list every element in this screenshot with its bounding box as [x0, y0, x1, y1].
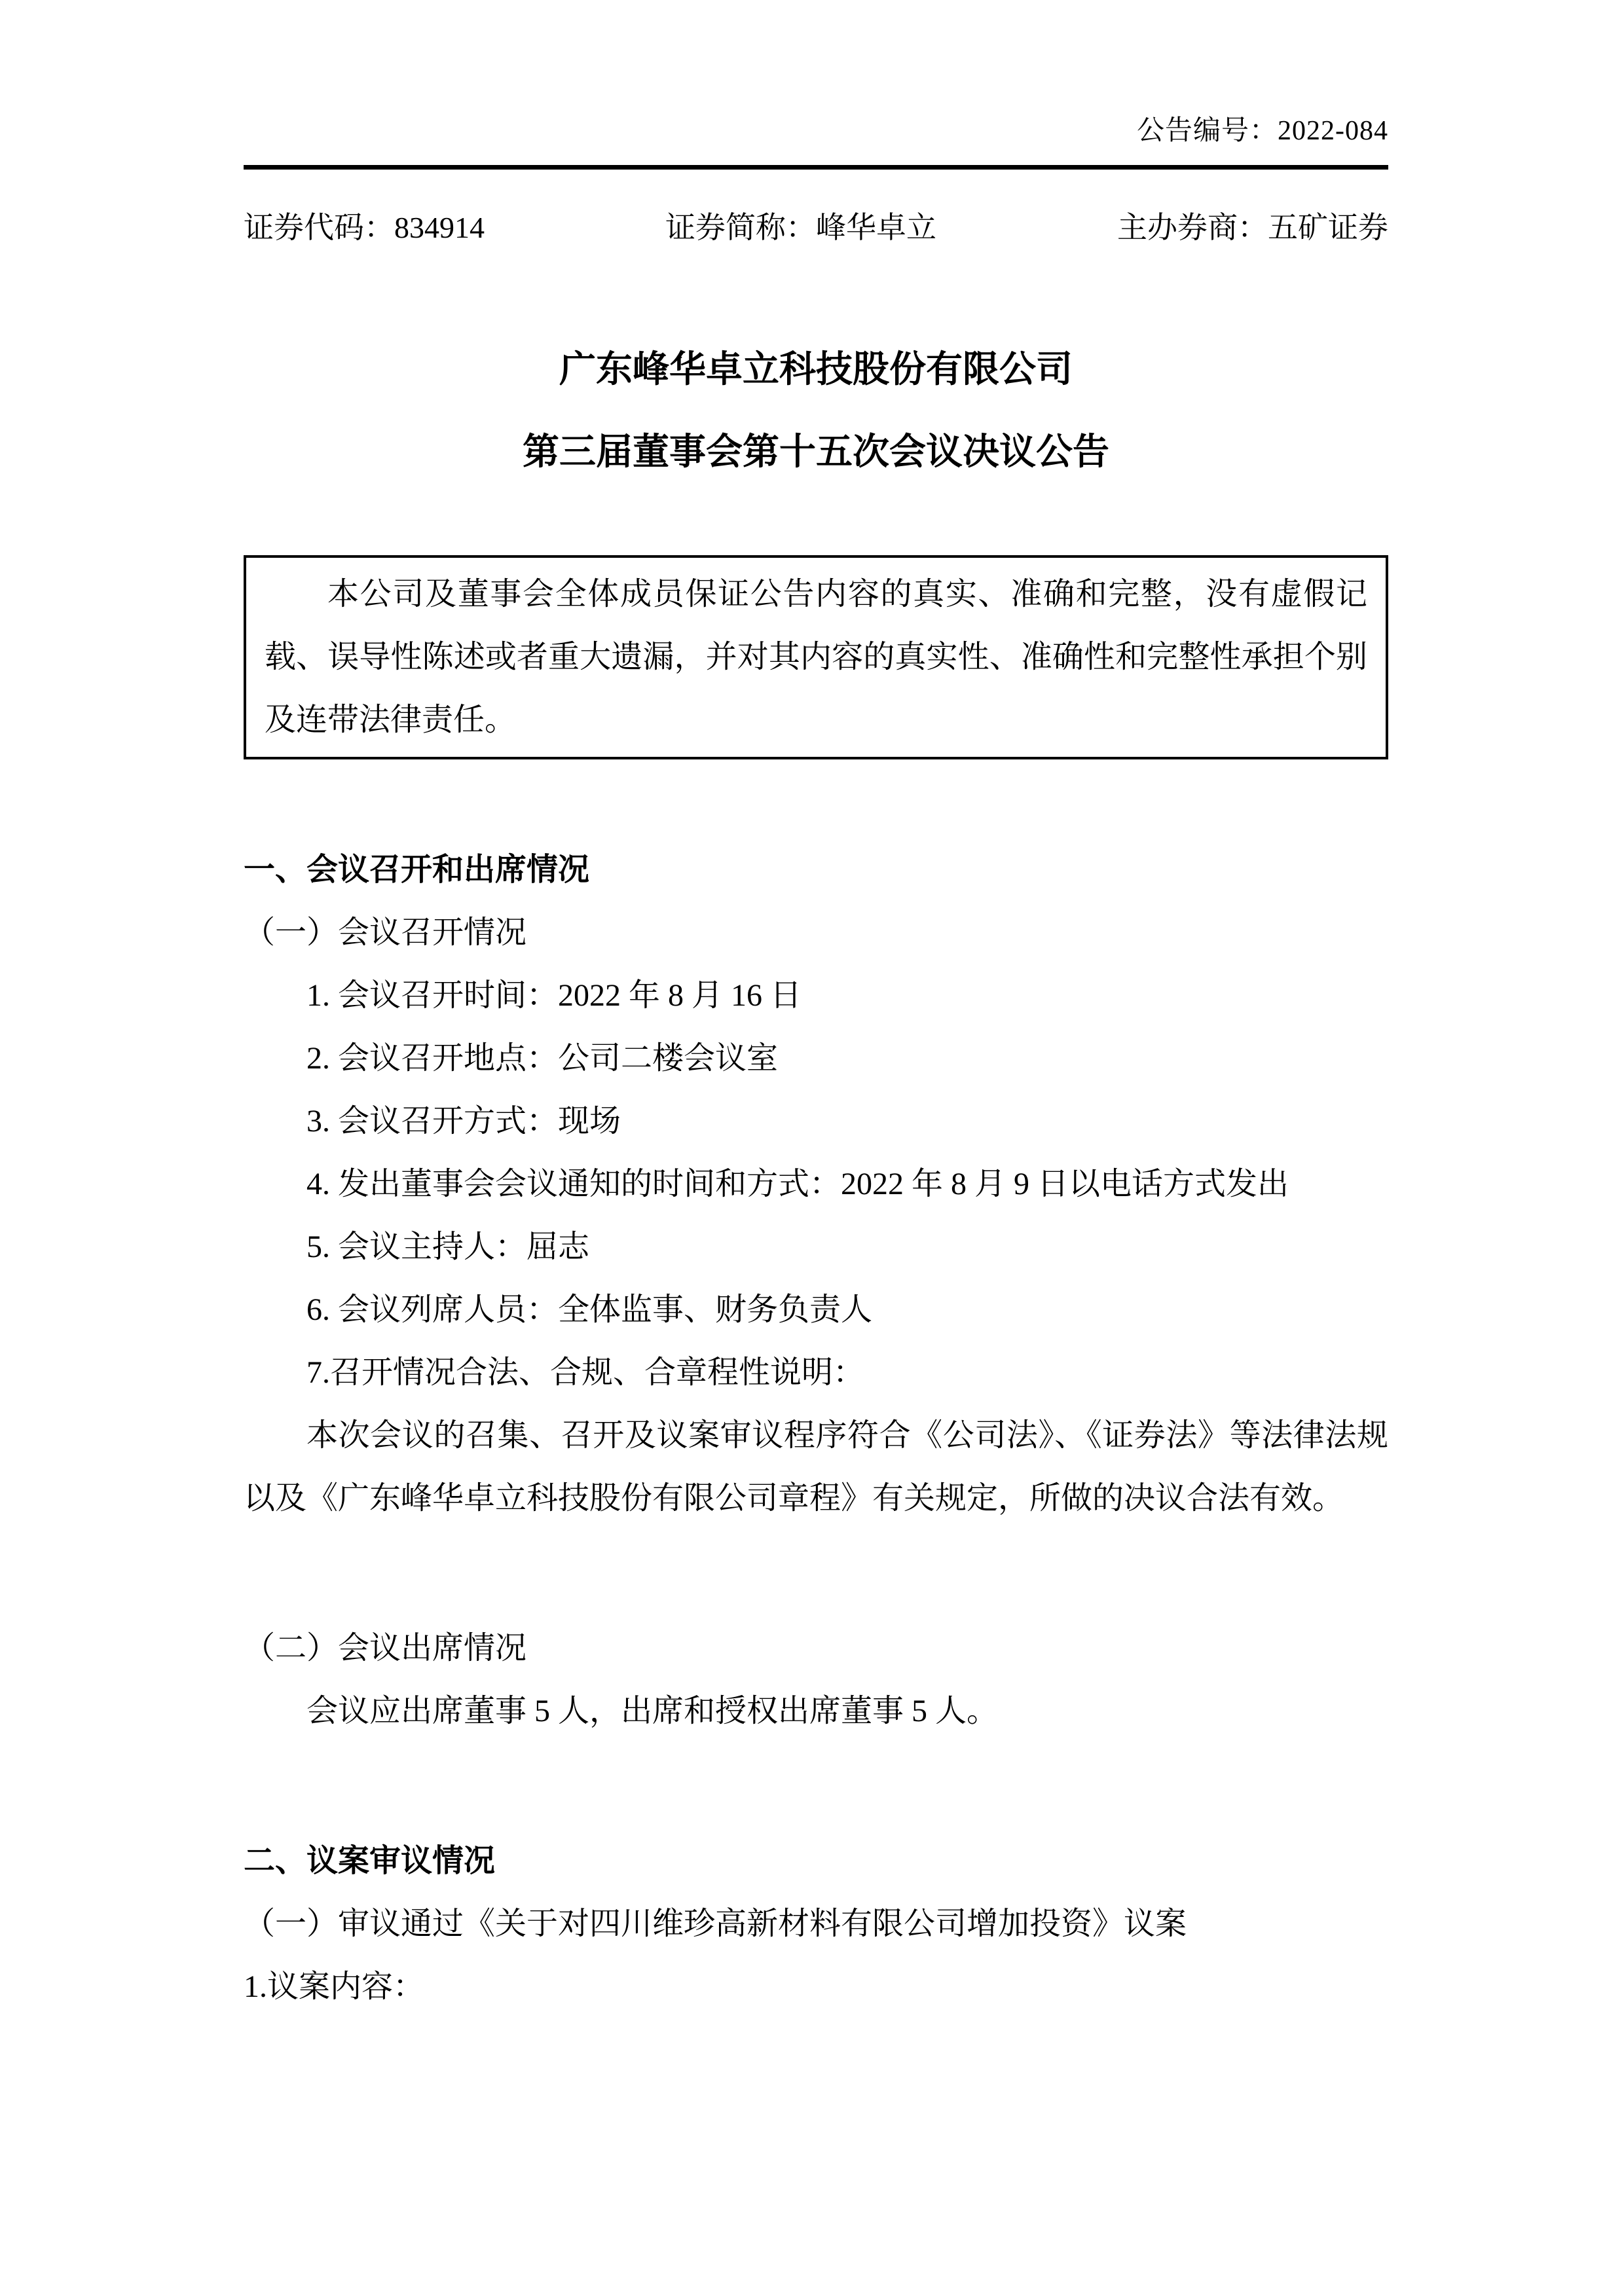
header-rule: [244, 165, 1388, 170]
section-2-heading: 二、议案审议情况: [244, 1844, 496, 1878]
item-legality-note-label: 7.召开情况合法、合规、合章程性说明：: [306, 1355, 865, 1390]
section-1-1-heading: （一）会议召开情况: [244, 915, 527, 950]
announcement-number: 公告编号：2022-084: [1137, 116, 1388, 146]
securities-bar: [244, 213, 1388, 243]
proposal-content-label: 1.议案内容：: [244, 1969, 425, 2004]
attendance-statement: 会议应出席董事 5 人，出席和授权出席董事 5 人。: [306, 1694, 999, 1728]
section-1-heading: 一、会议召开和出席情况: [244, 852, 590, 887]
announcement-title: 第三届董事会第十五次会议决议公告: [523, 432, 1109, 473]
section-2-1-heading: （一）审议通过《关于对四川维珍高新材料有限公司增加投资》议案: [244, 1906, 1187, 1941]
legality-statement: 本次会议的召集、召开及议案审议程序符合《公司法》、《证券法》等法律法规以及《广东峰华卓立科技股份有限公司章程》有关规定，所做的决议合法有效。: [244, 1418, 1388, 1516]
stock-short-name: 证券简称：峰华卓立: [665, 211, 936, 244]
disclaimer-box: [244, 555, 1388, 759]
item-meeting-observers: 6. 会议列席人员：全体监事、财务负责人: [306, 1292, 873, 1327]
stock-code: 证券代码：834914: [244, 211, 485, 244]
item-meeting-place: 2. 会议召开地点：公司二楼会议室: [306, 1041, 779, 1076]
item-notice-time-method: 4. 发出董事会会议通知的时间和方式：2022 年 8 月 9 日以电话方式发出: [306, 1167, 1289, 1201]
disclaimer-text: 本公司及董事会全体成员保证公告内容的真实、准确和完整，没有虚假记载、误导性陈述或者重大遗漏，并对其内容的真实性、准确性和完整性承担个别及连带法律责任。: [265, 577, 1367, 737]
sponsor-broker: 主办券商：五矿证券: [1117, 211, 1388, 244]
item-meeting-host: 5. 会议主持人：屈志: [306, 1230, 590, 1264]
item-meeting-method: 3. 会议召开方式：现场: [306, 1104, 621, 1139]
section-1-2-heading: （二）会议出席情况: [244, 1631, 527, 1666]
company-name-title: 广东峰华卓立科技股份有限公司: [559, 350, 1073, 390]
item-meeting-time: 1. 会议召开时间：2022 年 8 月 16 日: [306, 978, 802, 1013]
